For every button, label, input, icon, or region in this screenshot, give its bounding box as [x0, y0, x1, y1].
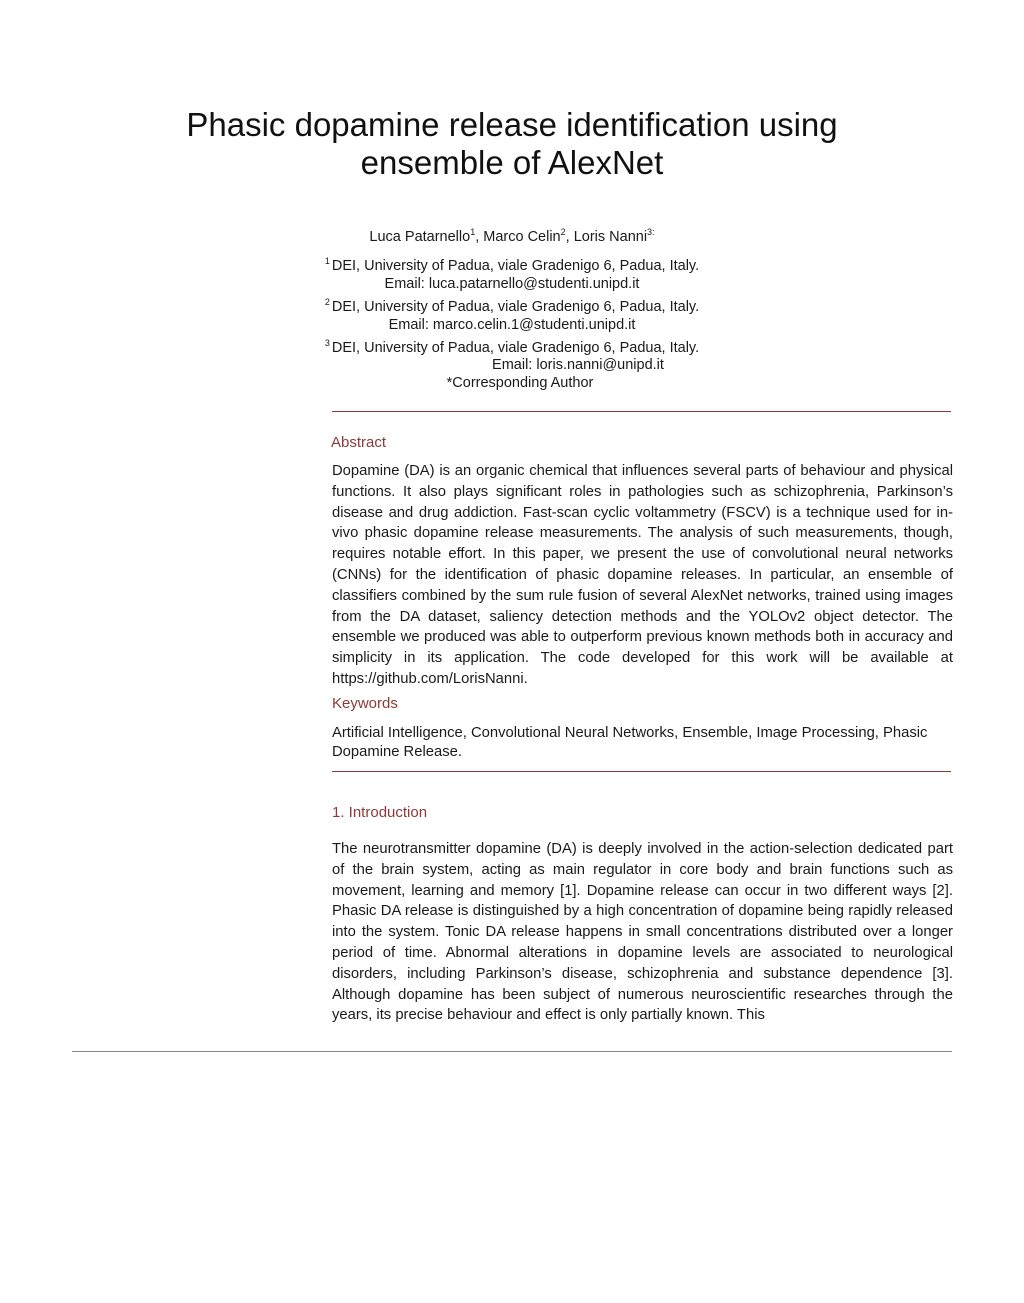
affiliation-sup: 3 — [324, 337, 330, 348]
author-list — [0, 227, 1024, 245]
affiliation-sup: 1 — [324, 256, 330, 266]
abstract-heading: Abstract — [331, 434, 387, 451]
author-sup: 2 — [560, 227, 566, 237]
paper-title — [0, 106, 1024, 182]
author-sup: 1 — [470, 227, 476, 237]
author-name: Marco Celin — [483, 228, 561, 245]
abstract-text: Dopamine (DA) is an organic chemical that influences several parts of behaviour and physical functions. It also plays significant roles in pathologies such as schizophrenia, Parkinson’s disease and drug addiction. Fast-scan cyclic voltammetry (FSCV) is a technique used for in-vivo phasic dopamine release measurements. The analysis of such measurements, though, requires notable effort. In this paper, we present the use of convolutional neural networks (CNNs) for the identification of phasic dopamine releases. In particular, an ensemble of classifiers combined by the sum rule fusion of several AlexNet networks, trained using images from the DA dataset, saliency detection methods and the YOLOv2 object detector. The ensemble we produced was able to outperform previous known methods both in accuracy and simplicity in its application. The code developed for this work will be available at https://github.com/LorisNanni. — [332, 463, 953, 687]
affiliation-text: DEI, University of Padua, viale Gradenigo 6, Padua, Italy. — [331, 257, 700, 274]
affiliations — [0, 252, 1024, 392]
footer-divider — [72, 1051, 952, 1052]
title-line-2: ensemble of AlexNet — [360, 144, 664, 181]
email-3: Email: loris.nanni@unipd.it — [492, 357, 664, 374]
affiliation-text: DEI, University of Padua, viale Gradenigo 6, Padua, Italy. — [331, 298, 700, 315]
affiliation-text: DEI, University of Padua, viale Gradenigo 6, Padua, Italy. — [331, 339, 700, 356]
author-separator: , — [565, 228, 574, 245]
affiliation-1 — [0, 252, 1024, 275]
keywords-heading: Keywords — [332, 695, 398, 712]
affiliation-2 — [0, 293, 1024, 316]
email-2: Email: marco.celin.1@studenti.unipd.it — [388, 316, 636, 333]
keywords-text: Artificial Intelligence, Convolutional Neural Networks, Ensemble, Image Processing, Phasic Dopamine Release. — [332, 725, 928, 760]
affiliation-sup: 2 — [324, 296, 330, 307]
corresponding-author: *Corresponding Author — [446, 375, 594, 392]
section-divider — [332, 771, 951, 772]
author-name: Luca Patarnello — [369, 228, 471, 245]
author-sup: 3: — [647, 227, 655, 237]
affiliation-3 — [0, 334, 1024, 357]
author-separator: , — [475, 228, 484, 245]
title-line-1: Phasic dopamine release identification using — [186, 106, 838, 143]
section-divider — [332, 411, 951, 412]
email-1: Email: luca.patarnello@studenti.unipd.it — [384, 275, 640, 292]
author-name: Loris Nanni — [573, 228, 648, 245]
introduction-heading: 1. Introduction — [332, 804, 428, 821]
introduction-text: The neurotransmitter dopamine (DA) is deeply involved in the action-selection dedicated part of the brain system, acting as main regulator in core body and brain functions such as movement, learning and memory [1]. Dopamine release can occur in two different ways [2]. Phasic DA release is distinguished by a high concentration of dopamine being rapidly released into the system. Tonic DA release happens in small concentrations distributed over a longer period of time. Abnormal alterations in dopamine levels are associated to neurological disorders, including Parkinson’s disease, schizophrenia and substance dependence [3]. Although dopamine has been subject of numerous neuroscientific researches through the years, its precise behaviour and effect is only partially known. This — [332, 841, 953, 1024]
